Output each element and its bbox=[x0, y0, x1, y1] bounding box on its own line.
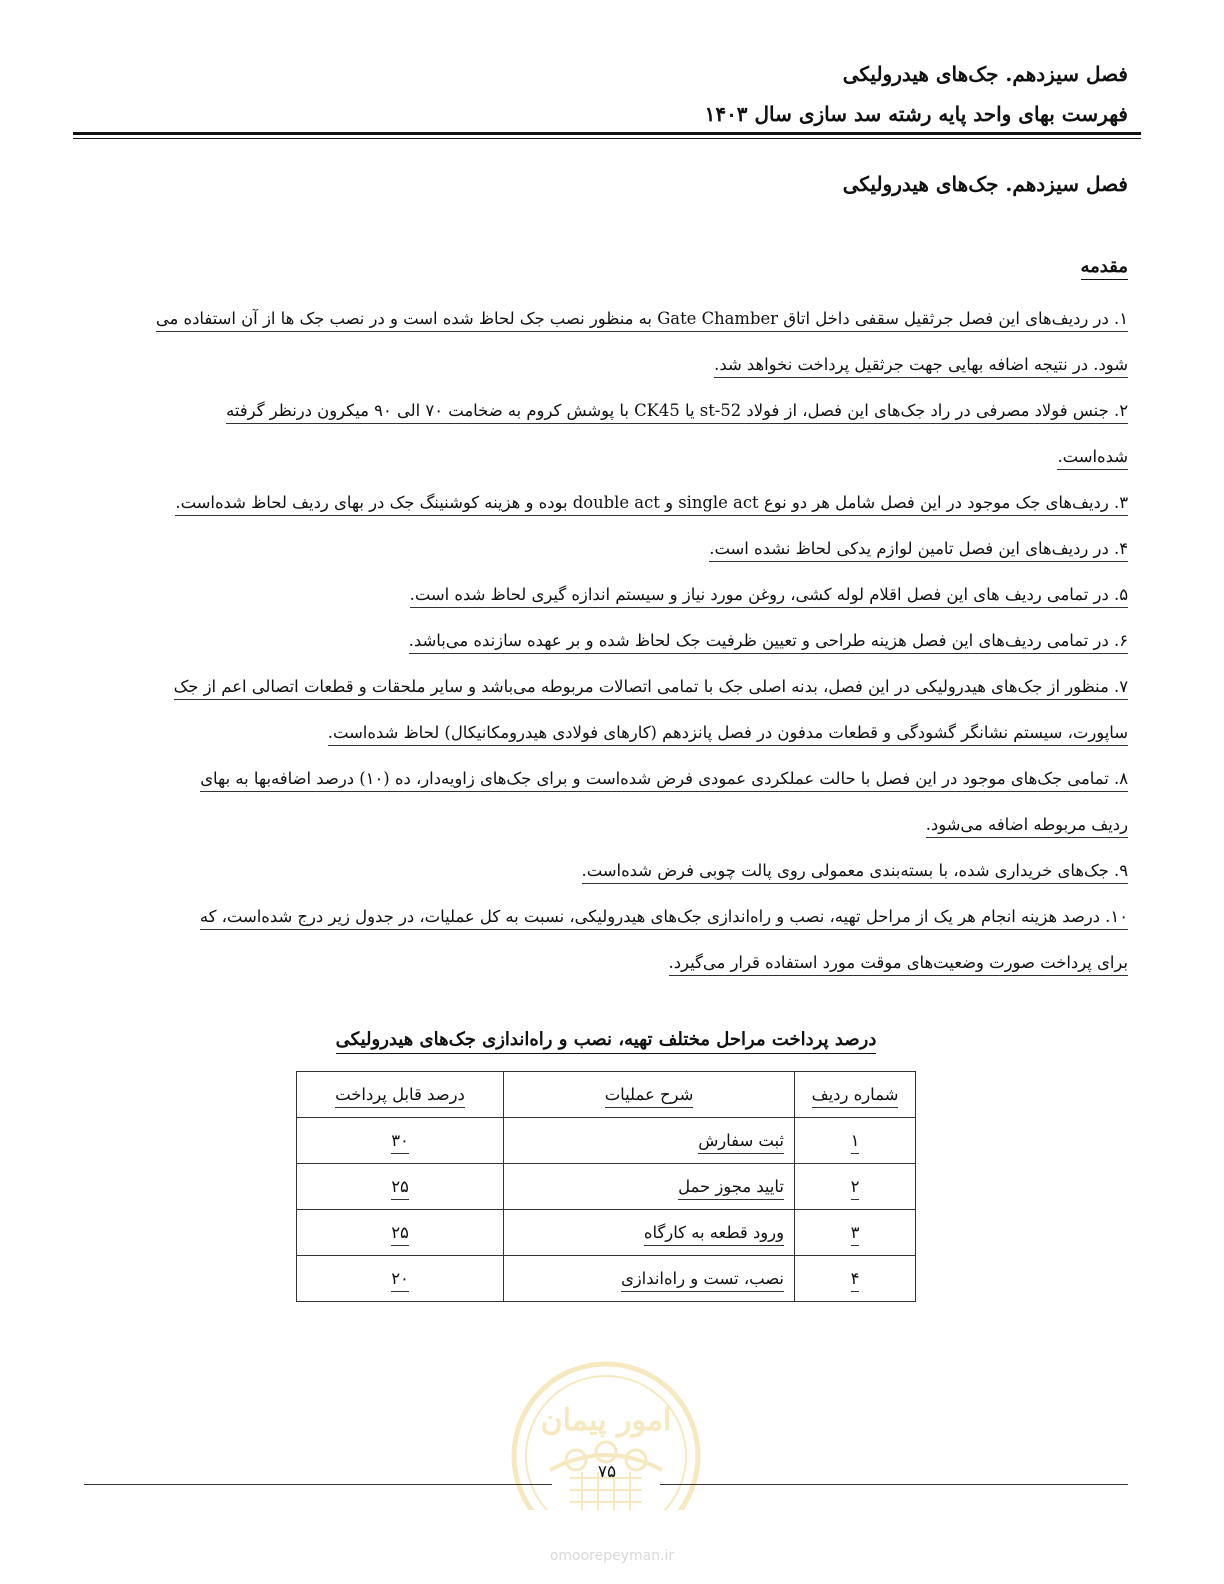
header-rule-thick bbox=[73, 132, 1141, 135]
header-row-number: شماره ردیف bbox=[795, 1072, 916, 1118]
seal-text: امور پیمان bbox=[540, 1403, 672, 1438]
item-1 bbox=[83, 296, 1128, 388]
item-line: برای پرداخت صورت وضعیت‌های موقت مورد استفاده قرار می‌گیرد. bbox=[669, 953, 1128, 976]
item-6 bbox=[83, 618, 1128, 664]
cell-description: نصب، تست و راه‌اندازی bbox=[504, 1256, 795, 1302]
numbered-items bbox=[83, 296, 1128, 986]
footer-rule-left bbox=[84, 1484, 552, 1485]
cell-description: ورود قطعه به کارگاه bbox=[504, 1210, 795, 1256]
item-9 bbox=[83, 848, 1128, 894]
seal-watermark-icon bbox=[510, 1360, 702, 1510]
item-5 bbox=[83, 572, 1128, 618]
item-line: ۱. در ردیف‌های این فصل جرثقیل سقفی داخل اتاق Gate Chamber به منظور نصب جک لحاظ شده است و در نصب جک ها از آن استفاده می bbox=[156, 309, 1128, 332]
item-line: ساپورت، سیستم نشانگر گشودگی و قطعات مدفون در فصل پانزدهم (کارهای فولادی هیدرومکانیکال) لحاظ شده‌است. bbox=[328, 723, 1128, 746]
running-header-chapter: فصل سیزدهم. جک‌های هیدرولیکی bbox=[842, 62, 1128, 86]
item-10 bbox=[83, 894, 1128, 986]
cell-row-number: ۲ bbox=[795, 1164, 916, 1210]
table-row bbox=[297, 1256, 916, 1302]
cell-percent: ۲۰ bbox=[297, 1256, 504, 1302]
table-row bbox=[297, 1118, 916, 1164]
item-line: ۳. ردیف‌های جک موجود در این فصل شامل هر دو نوع single act و double act بوده و هزینه کوشنینگ جک در بهای ردیف لحاظ شده‌است. bbox=[175, 493, 1128, 516]
payment-percentage-table bbox=[296, 1071, 916, 1302]
page-number: ۷۵ bbox=[597, 1462, 617, 1482]
intro-heading: مقدمه bbox=[1081, 256, 1129, 280]
item-line: شده‌است. bbox=[1057, 447, 1128, 470]
item-line: ۹. جک‌های خریداری شده، با بسته‌بندی معمولی روی پالت چوبی فرض شده‌است. bbox=[582, 861, 1129, 884]
item-line: شود. در نتیجه اضافه بهایی جهت جرثقیل پرداخت نخواهد شد. bbox=[714, 355, 1128, 378]
cell-percent: ۲۵ bbox=[297, 1210, 504, 1256]
cell-row-number: ۴ bbox=[795, 1256, 916, 1302]
watermark-url: omoorepeyman.ir bbox=[549, 1548, 675, 1564]
item-line: ۵. در تمامی ردیف های این فصل اقلام لوله کشی، روغن مورد نیاز و سیستم اندازه گیری لحاظ شده است. bbox=[410, 585, 1128, 608]
item-line: ردیف مربوطه اضافه می‌شود. bbox=[926, 815, 1128, 838]
item-line: ۱۰. درصد هزینه انجام هر یک از مراحل تهیه، نصب و راه‌اندازی جک‌های هیدرولیکی، نسبت به کل عملیات، در جدول زیر درج شده‌است، که bbox=[200, 907, 1128, 930]
item-4 bbox=[83, 526, 1128, 572]
item-3 bbox=[83, 480, 1128, 526]
chapter-title: فصل سیزدهم. جک‌های هیدرولیکی bbox=[842, 172, 1128, 196]
cell-description: ثبت سفارش bbox=[504, 1118, 795, 1164]
item-line: ۴. در ردیف‌های این فصل تامین لوازم یدکی لحاظ نشده است. bbox=[709, 539, 1128, 562]
item-2 bbox=[83, 388, 1128, 480]
table-header-row bbox=[297, 1072, 916, 1118]
table-title-text: درصد پرداخت مراحل مختلف تهیه، نصب و راه‌اندازی جک‌های هیدرولیکی bbox=[336, 1029, 877, 1054]
item-7 bbox=[83, 664, 1128, 756]
cell-description: تایید مجوز حمل bbox=[504, 1164, 795, 1210]
table-title bbox=[296, 1029, 916, 1050]
cell-row-number: ۱ bbox=[795, 1118, 916, 1164]
cell-percent: ۲۵ bbox=[297, 1164, 504, 1210]
cell-percent: ۳۰ bbox=[297, 1118, 504, 1164]
running-header-catalog: فهرست بهای واحد پایه رشته سد سازی سال ۱۴۰۳ bbox=[704, 102, 1128, 126]
table-row bbox=[297, 1164, 916, 1210]
item-8 bbox=[83, 756, 1128, 848]
item-line: ۸. تمامی جک‌های موجود در این فصل با حالت عملکردی عمودی فرض شده‌است و برای جک‌های زاویه‌دار، ده (۱۰) درصد اضافه‌بها به بهای bbox=[200, 769, 1128, 792]
table-row bbox=[297, 1210, 916, 1256]
item-line: ۲. جنس فولاد مصرفی در راد جک‌های این فصل، از فولاد st-52 یا CK45 با پوشش کروم به ضخامت ۷۰ الی ۹۰ میکرون درنظر گرفته bbox=[226, 401, 1128, 424]
footer-rule-right bbox=[660, 1484, 1128, 1485]
header-description: شرح عملیات bbox=[504, 1072, 795, 1118]
header-payable-percent: درصد قابل پرداخت bbox=[297, 1072, 504, 1118]
item-line: ۶. در تمامی ردیف‌های این فصل هزینه طراحی و تعیین ظرفیت جک لحاظ شده و بر عهده سازنده می‌باشد. bbox=[409, 631, 1128, 654]
cell-row-number: ۳ bbox=[795, 1210, 916, 1256]
item-line: ۷. منظور از جک‌های هیدرولیکی در این فصل، بدنه اصلی جک با تمامی اتصالات مربوطه می‌باشد و سایر ملحقات و قطعات اتصالی اعم از جک bbox=[174, 677, 1128, 700]
header-rule-thin bbox=[73, 138, 1141, 139]
